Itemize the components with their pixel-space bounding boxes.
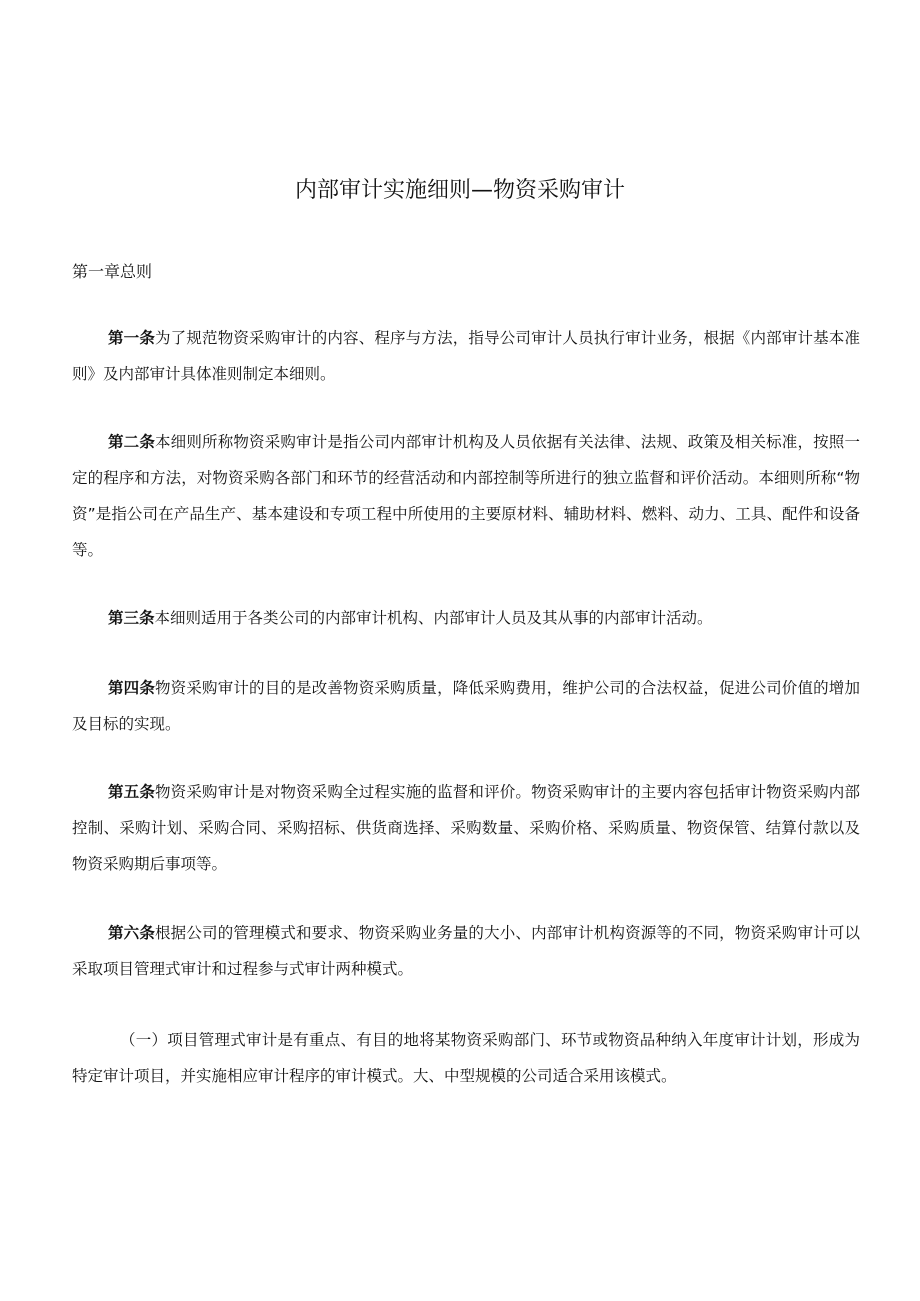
document-title: 内部审计实施细则—物资采购审计 [294,178,625,203]
article-paragraph [72,424,860,568]
article-paragraph [72,670,860,742]
article-number: 第一条 [108,329,156,347]
article-number: 第四条 [108,679,156,697]
sub-item-paragraph [72,1022,860,1094]
article-number: 第五条 [108,783,156,801]
article-text: 本细则所称物资采购审计是指公司内部审计机构及人员依据有关法律、法规、政策及相关标准，按照一定的程序和方法，对物资采购各部门和环节的经营活动和内部控制等所进行的独立监督和评价活动。本细则所称“物资”是指公司在产品生产、基本建设和专项工程中所使用的主要原材料、辅助材料、燃料、动力、工具、配件和设备等。 [72,433,860,559]
article-paragraph [72,600,860,636]
article-paragraph [72,915,860,987]
article-paragraph [72,320,860,392]
article-number: 第六条 [108,924,156,942]
article-paragraph [72,774,860,882]
article-text: 本细则适用于各类公司的内部审计机构、内部审计人员及其从事的内部审计活动。 [154,609,713,627]
chapter-heading: 第一章总则 [72,262,153,281]
article-text: 物资采购审计是对物资采购全过程实施的监督和评价。物资采购审计的主要内容包括审计物资采购内部控制、采购计划、采购合同、采购招标、供货商选择、采购数量、采购价格、采购质量、物资保管、结算付款以及物资采购期后事项等。 [72,783,860,873]
sub-item-text: （一）项目管理式审计是有重点、有目的地将某物资采购部门、环节或物资品种纳入年度审计计划，形成为特定审计项目，并实施相应审计程序的审计模式。大、中型规模的公司适合采用该模式。 [72,1031,860,1085]
article-number: 第三条 [108,609,155,627]
article-text: 根据公司的管理模式和要求、物资采购业务量的大小、内部审计机构资源等的不同，物资采购审计可以采取项目管理式审计和过程参与式审计两种模式。 [72,924,860,978]
article-text: 物资采购审计的目的是改善物资采购质量，降低采购费用，维护公司的合法权益，促进公司价值的增加及目标的实现。 [72,679,860,733]
article-number: 第二条 [108,433,156,451]
article-text: 为了规范物资采购审计的内容、程序与方法，指导公司审计人员执行审计业务，根据《内部审计基本准则》及内部审计具体准则制定本细则。 [72,329,860,383]
